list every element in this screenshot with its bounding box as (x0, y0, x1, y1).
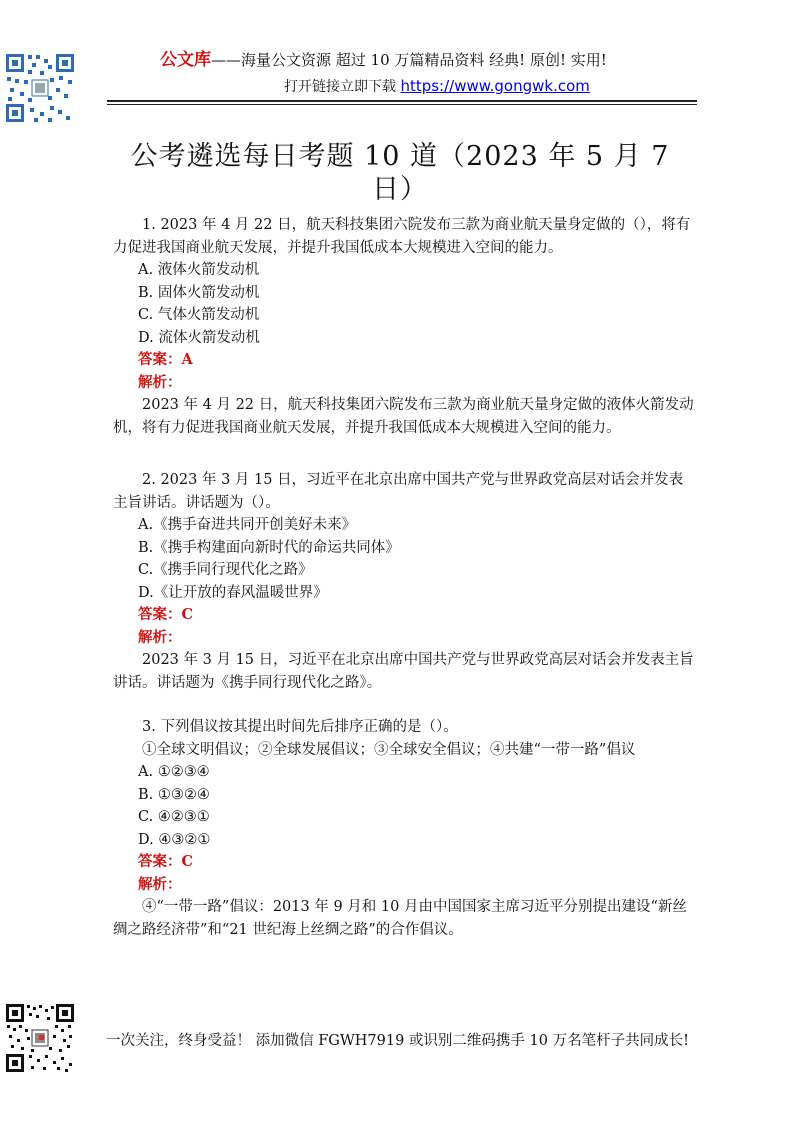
question-list (113, 214, 695, 941)
question-2-option-c: C.《携手同行现代化之路》 (138, 562, 313, 578)
question-1-answer: 答案：A (138, 351, 193, 368)
download-prefix: 打开链接立即下载 (284, 79, 401, 95)
question-3-explanation: ④“一带一路”倡议：2013 年 9 月和 10 月由中国国家主席习近平分别提出建设“新丝绸之路经济带”和“21 世纪海上丝绸之路”的合作倡议。 (113, 899, 687, 938)
header-qr-code-icon (4, 52, 76, 124)
question-3-statements: ①全球文明倡议；②全球发展倡议；③全球安全倡议；④共建“一带一路”倡议 (142, 741, 636, 758)
question-3-analysis-label: 解析： (138, 875, 182, 893)
tagline: ——海量公文资源 超过 10 万篇精品资料 经典! 原创! 实用! (211, 51, 607, 69)
question-2-option-a: A.《携手奋进共同开创美好未来》 (138, 517, 357, 533)
page-title: 公考遴选每日考题 10 道（2023 年 5 月 7 日） (130, 141, 670, 205)
footer-text: 一次关注，终身受益！ 添加微信 FGWH7919 或识别二维码携手 10 万名笔杆子共同成长! (106, 1033, 689, 1049)
question-2-explanation: 2023 年 3 月 15 日，习近平在北京出席中国共产党与世界政党高层对话会并发表主旨讲话。讲话题为《携手同行现代化之路》。 (113, 652, 694, 691)
question-2-option-b: B.《携手构建面向新时代的命运共同体》 (138, 539, 400, 556)
question-3-stem: 3. 下列倡议按其提出时间先后排序正确的是（）。 (142, 719, 458, 735)
question-2-answer: 答案：C (138, 606, 194, 623)
question-1-explanation: 2023 年 4 月 22 日，航天科技集团六院发布三款为商业航天量身定做的液体火箭发动机，将有力促进我国商业航天发展，并提升我国低成本大规模进入空间的能力。 (113, 397, 694, 436)
site-header (160, 50, 700, 97)
question-1-option-b: B. 固体火箭发动机 (138, 284, 260, 301)
question-1-stem: 1. 2023 年 4 月 22 日，航天科技集团六院发布三款为商业航天量身定做的（），将有力促进我国商业航天发展，并提升我国低成本大规模进入空间的能力。 (113, 217, 691, 256)
question-3-option-a: A. ①②③④ (138, 764, 210, 780)
question-1-option-d: D. 流体火箭发动机 (138, 329, 260, 346)
site-link[interactable]: https://www.gongwk.com (400, 77, 590, 95)
brand-name: 公文库 (160, 50, 211, 70)
question-1-option-a: A. 液体火箭发动机 (138, 262, 260, 278)
question-2-stem: 2. 2023 年 3 月 15 日，习近平在北京出席中国共产党与世界政党高层对话会并发表主旨讲话。讲话题为（）。 (113, 472, 684, 511)
footer-qr-code-icon (5, 1003, 75, 1073)
question-1-option-c: C. 气体火箭发动机 (138, 307, 260, 323)
header-line-download (160, 76, 700, 97)
header-rule-thick (107, 100, 697, 102)
question-2-option-d: D.《让开放的春风温暖世界》 (138, 584, 328, 601)
question-1-analysis-label: 解析： (138, 373, 182, 391)
header-rule-thin (107, 104, 697, 105)
question-3-option-b: B. ①③②④ (138, 786, 210, 803)
header-line-brand (160, 50, 700, 70)
question-2-analysis-label: 解析： (138, 628, 182, 646)
question-3-option-c: C. ④②③① (138, 809, 210, 825)
question-3-option-d: D. ④③②① (138, 831, 211, 848)
question-3-answer: 答案：C (138, 853, 194, 870)
